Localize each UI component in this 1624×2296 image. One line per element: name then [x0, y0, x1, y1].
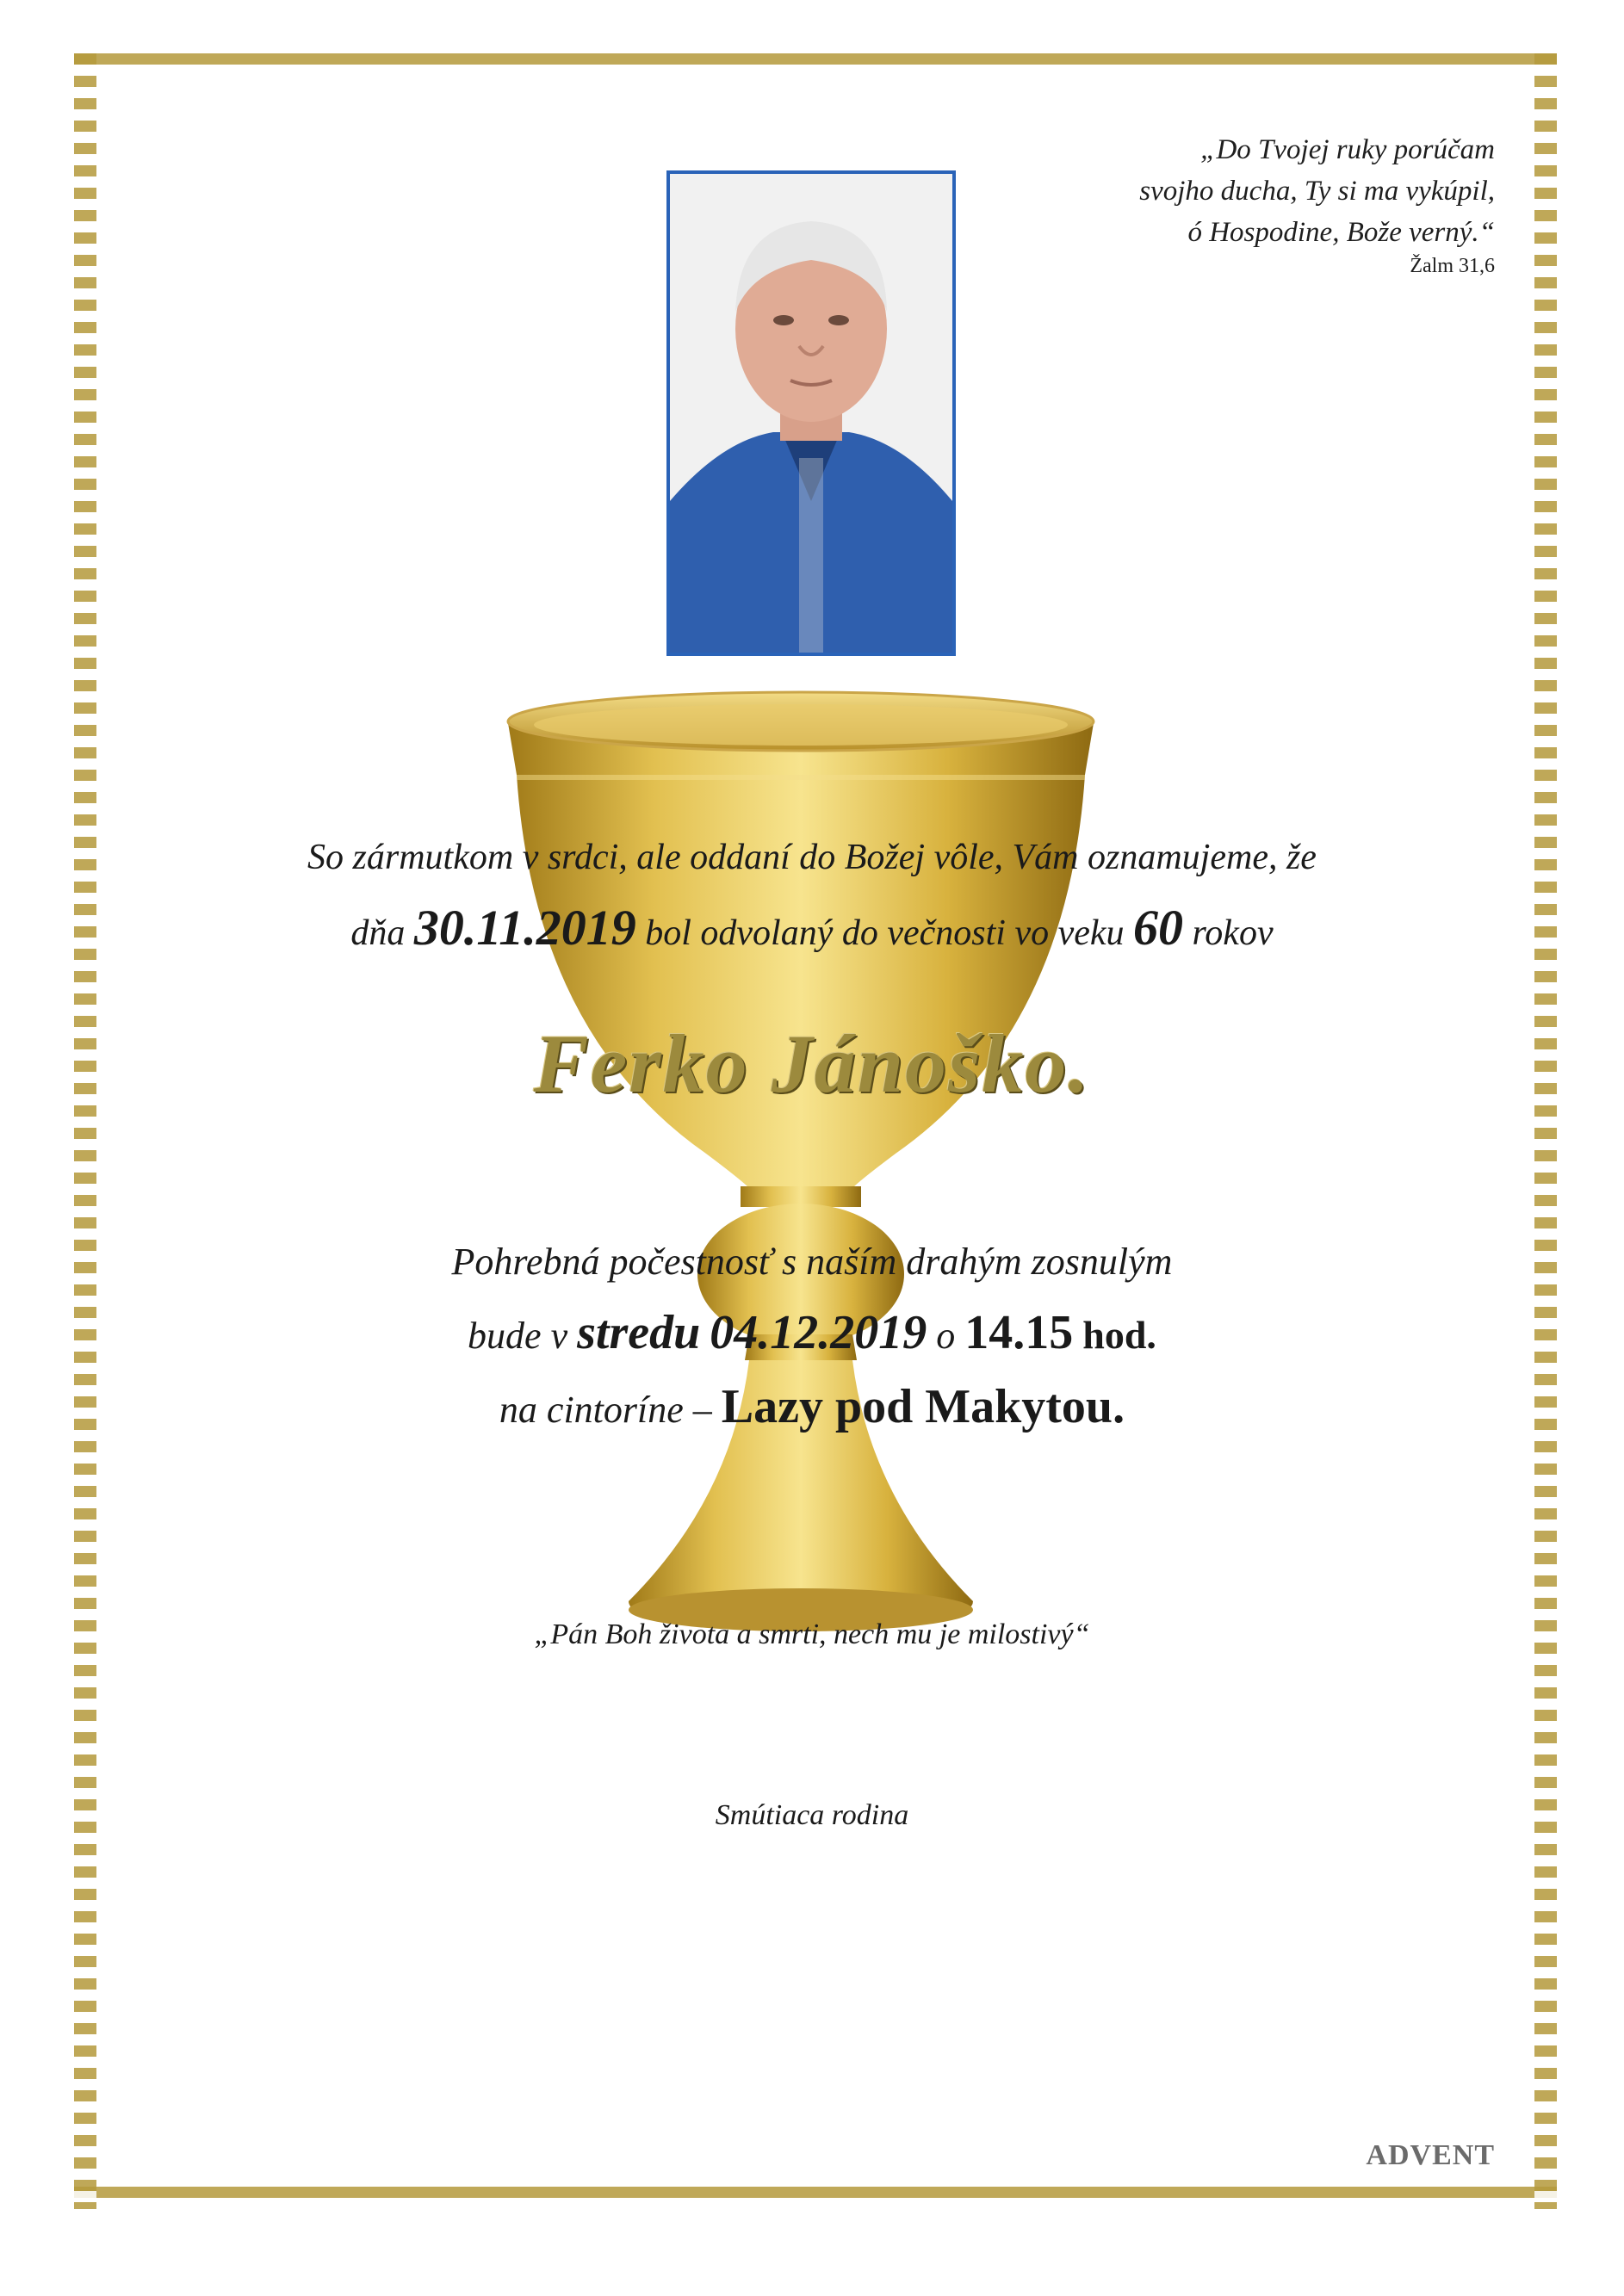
- frame-top-border: [74, 53, 1557, 76]
- funeral-line-2: [0, 1297, 1624, 1371]
- announcement-line-1: So zármutkom v srdci, ale oddaní do Božej vôle, Vám oznamujeme, že: [307, 838, 1317, 877]
- announcement-suffix: rokov: [1192, 913, 1274, 953]
- brand-mark: ADVENT: [1366, 2139, 1495, 2171]
- age: 60: [1133, 900, 1184, 956]
- epigraph-line-1: „Do Tvojej ruky porúčam: [1200, 134, 1495, 165]
- golden-chalice-image: [491, 671, 1111, 1662]
- funeral-place: Lazy pod Makytou.: [721, 1380, 1125, 1433]
- funeral-details: [0, 1227, 1624, 1445]
- portrait-photo: [666, 170, 956, 656]
- frame-left-border: [74, 53, 96, 2209]
- announcement-line-2: [0, 893, 1624, 969]
- frame-bottom-border: [74, 2187, 1557, 2209]
- epigraph-line-2: svojho ducha, Ty si ma vykúpil,: [1139, 176, 1495, 207]
- death-announcement: [0, 822, 1624, 969]
- funeral-time-unit: hod.: [1082, 1313, 1156, 1357]
- epigraph-reference: Žalm 31,6: [1410, 255, 1495, 277]
- funeral-time: 14.15: [964, 1306, 1074, 1359]
- portrait-image: [670, 174, 952, 653]
- psalm-epigraph: [892, 129, 1495, 279]
- epigraph-line-3: ó Hospodine, Bože verný.“: [1187, 217, 1495, 248]
- closing-prayer: „Pán Boh života a smrti, nech mu je milostivý“: [534, 1618, 1090, 1650]
- frame-right-border: [1534, 53, 1557, 2209]
- announcement-middle: bol odvolaný do večnosti vo veku: [645, 913, 1125, 953]
- deceased-name: Ferko Jánoško.: [533, 1018, 1091, 1110]
- funeral-day: stredu: [577, 1306, 701, 1359]
- funeral-date: 04.12.2019: [710, 1306, 927, 1359]
- funeral-line-1: Pohrebná počestnosť s naším drahým zosnulým: [451, 1241, 1173, 1283]
- announcement-prefix: dňa: [350, 913, 406, 953]
- funeral-line-3: [0, 1371, 1624, 1445]
- funeral-prefix: bude v: [468, 1315, 568, 1357]
- funeral-place-prefix: na cintoríne –: [499, 1389, 712, 1431]
- date-of-death: 30.11.2019: [413, 900, 636, 956]
- funeral-conjunction: o: [936, 1315, 956, 1357]
- family-signature: Smútiaca rodina: [715, 1799, 909, 1831]
